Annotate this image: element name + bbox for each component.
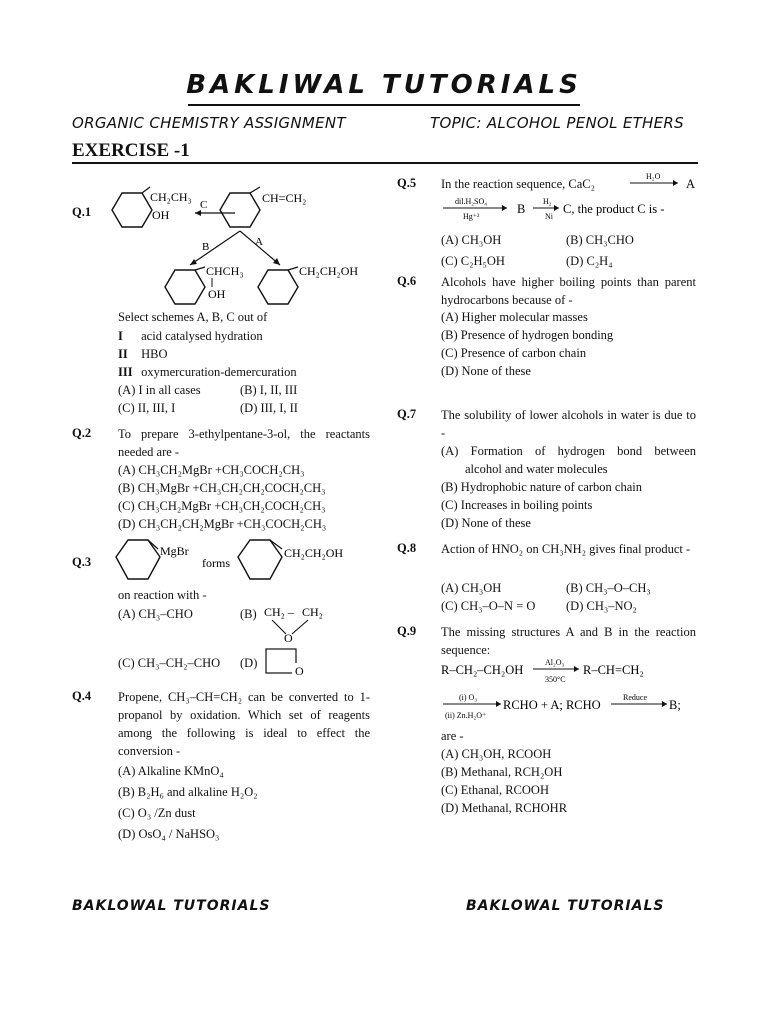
q4-option-b: (B) B₂H₆ and alkaline H₂O₂: [118, 785, 258, 799]
footer-right: BAKLOWAL TUTORIALS: [466, 898, 665, 914]
svg-text:B;: B;: [669, 698, 681, 712]
svg-text:RCHO + A; RCHO: RCHO + A; RCHO: [503, 698, 601, 712]
q5-option-d: (D) C₂H₄: [566, 254, 613, 268]
q1-reaction-diagram: [100, 175, 390, 315]
q1-stem: Select schemes A, B, C out of: [118, 310, 268, 324]
exercise-heading: EXERCISE -1: [72, 140, 190, 161]
q3-option-d: (D): [240, 656, 258, 670]
q2-stem: To prepare 3-ethylpentane-3-ol, the reactants needed are -: [118, 427, 370, 459]
q9-stem: The missing structures A and B in the reaction sequence:: [441, 625, 696, 657]
q6-stem: Alcohols have higher boiling points than parent hydrocarbons because of -: [441, 275, 696, 307]
q1-scheme-2: II HBO: [118, 347, 168, 361]
q1-sub1: CH₂CH₃: [150, 190, 192, 204]
q6-number: Q.6: [397, 274, 417, 288]
svg-text:CH₂: CH₂: [302, 605, 323, 619]
q9-equation-1: [441, 657, 696, 687]
q1-scheme-3: III oxymercuration-demercuration: [118, 365, 297, 379]
svg-text:R–CH=CH₂: R–CH=CH₂: [583, 663, 644, 677]
svg-text:Al₂O₃: Al₂O₃: [545, 658, 565, 667]
q4-number: Q.4: [72, 689, 92, 703]
q4-option-a: (A) Alkaline KMnO₄: [118, 764, 224, 778]
q7-option-d: (D) None of these: [441, 516, 531, 530]
svg-text:R–CH₂–CH₂OH: R–CH₂–CH₂OH: [441, 663, 524, 677]
q4-option-d: (D) OsO₄ / NaHSO₃: [118, 827, 220, 841]
cyclohexane-ring-start: [220, 193, 260, 227]
q9-equation-2: [441, 690, 696, 724]
svg-text:Hg⁺²: Hg⁺²: [463, 212, 480, 221]
q1-label-a: A: [255, 236, 263, 248]
q3-option-c: (C) CH₃–CH₂–CHO: [118, 656, 221, 670]
q8-option-b: (B) CH₃–O–CH₃: [566, 581, 651, 595]
q1-option-c: (C) II, III, I: [118, 401, 176, 415]
q9-option-d: (D) Methanal, RCHOHR: [441, 801, 568, 815]
q5-arrow-2: [441, 194, 681, 224]
q9-option-c: (C) Ethanal, RCOOH: [441, 783, 549, 797]
cyclohexane-ring-1: [112, 193, 152, 227]
q1-scheme-1: I acid catalysed hydration: [118, 329, 263, 343]
q4-stem: Propene, CH₃–CH=CH₂ can be converted to 1-propanol by oxidation. Which set of reagents among the following is ideal to effect the conversion -: [118, 690, 370, 758]
q3-reaction-diagram: [110, 535, 370, 585]
q6-option-b: (B) Presence of hydrogen bonding: [441, 328, 614, 342]
svg-text:dil.H₂SO₄: dil.H₂SO₄: [455, 197, 488, 206]
q1-label-b: B: [202, 241, 210, 253]
svg-text:(ii) Zn.H₂O⁺: (ii) Zn.H₂O⁺: [445, 711, 487, 720]
svg-text:Reduce: Reduce: [623, 693, 647, 702]
q5-option-b: (B) CH₃CHO: [566, 233, 634, 247]
q5-stem-a: In the reaction sequence, CaC₂: [441, 177, 595, 191]
q1-sub1b: OH: [152, 208, 170, 222]
q1-sub3b: OH: [208, 287, 226, 301]
q1-option-d: (D) III, I, II: [240, 401, 298, 415]
q3-number: Q.3: [72, 555, 92, 569]
q3-mgbr: MgBr: [160, 544, 189, 558]
q7-option-a: (A) Formation of hydrogen bond between: [441, 444, 696, 458]
q8-stem: Action of HNO₂ on CH₃NH₂ gives final product -: [441, 542, 691, 556]
q1-option-a: (A) I in all cases: [118, 383, 201, 397]
q2-option-c: (C) CH₃CH₂MgBr +CH₃CH₂COCH₂CH₃: [118, 499, 326, 513]
brand-title: BAKLIWAL TUTORIALS: [186, 70, 582, 100]
svg-text:O: O: [284, 631, 293, 645]
q7-option-b: (B) Hydrophobic nature of carbon chain: [441, 480, 642, 494]
svg-text:A: A: [686, 177, 696, 191]
q5-number: Q.5: [397, 176, 417, 190]
svg-text:(i) O₃: (i) O₃: [459, 693, 478, 702]
topic-title: TOPIC: ALCOHOL PENOL ETHERS: [430, 114, 684, 132]
q1-option-b: (B) I, II, III: [240, 383, 298, 397]
q3-stem: on reaction with -: [118, 588, 207, 602]
q8-number: Q.8: [397, 541, 417, 555]
q2-number: Q.2: [72, 426, 92, 440]
svg-text:H₂: H₂: [543, 197, 552, 206]
q1-sub2: CH=CH₂: [262, 191, 307, 205]
q5-arrow-1: [628, 170, 698, 192]
q1-sub3: CHCH₃: [206, 264, 244, 278]
q2-option-a: (A) CH₃CH₂MgBr +CH₃COCH₂CH₃: [118, 463, 305, 477]
oxetane-structure: [262, 645, 312, 679]
q6-option-c: (C) Presence of carbon chain: [441, 346, 587, 360]
q6-option-d: (D) None of these: [441, 364, 531, 378]
q5-option-a: (A) CH₃OH: [441, 233, 502, 247]
brand-underline: [188, 104, 580, 106]
svg-text:350°C: 350°C: [545, 675, 566, 684]
q7-option-c: (C) Increases in boiling points: [441, 498, 593, 512]
q3-option-b: (B): [240, 607, 257, 621]
cyclohexane-ring-3: [165, 270, 205, 304]
q1-sub4: CH₂CH₂OH: [299, 264, 359, 278]
q3-forms: forms: [202, 556, 230, 570]
cyclohexane-ring-q3a: [116, 540, 160, 579]
header-rule: [72, 162, 698, 164]
cyclohexane-ring-q3b: [238, 540, 282, 579]
arrow-b: [190, 231, 240, 265]
q9-are: are -: [441, 729, 464, 743]
q1-label-c: C: [200, 199, 208, 211]
q9-option-a: (A) CH₃OH, RCOOH: [441, 747, 552, 761]
svg-text:Ni: Ni: [545, 212, 553, 221]
q8-option-d: (D) CH₃–NO₂: [566, 599, 637, 613]
svg-text:B: B: [517, 202, 526, 216]
q6-option-a: (A) Higher molecular masses: [441, 310, 588, 324]
q5-option-c: (C) C₂H₅OH: [441, 254, 505, 268]
q7-stem: The solubility of lower alcohols in water is due to -: [441, 408, 696, 440]
svg-text:O: O: [295, 664, 304, 678]
epoxide-structure: [260, 600, 350, 645]
q3-option-a: (A) CH₃–CHO: [118, 607, 193, 621]
q9-number: Q.9: [397, 624, 417, 638]
q3-product: CH₂CH₂OH: [284, 546, 344, 560]
q7-number: Q.7: [397, 407, 417, 421]
svg-text:CH₂ –: CH₂ –: [264, 605, 294, 619]
assignment-title: ORGANIC CHEMISTRY ASSIGNMENT: [72, 114, 346, 132]
q9-option-b: (B) Methanal, RCH₂OH: [441, 765, 563, 779]
q2-option-d: (D) CH₃CH₂CH₂MgBr +CH₃COCH₂CH₃: [118, 517, 327, 531]
q7-option-a-cont: alcohol and water molecules: [465, 462, 608, 476]
cyclohexane-ring-4: [258, 270, 298, 304]
q8-option-c: (C) CH₃–O–N = O: [441, 599, 536, 613]
svg-text:C, the product C is -: C, the product C is -: [563, 202, 665, 216]
q2-option-b: (B) CH₃MgBr +CH₃CH₂CH₂COCH₂CH₃: [118, 481, 326, 495]
q8-option-a: (A) CH₃OH: [441, 581, 502, 595]
q4-option-c: (C) O₃ /Zn dust: [118, 806, 196, 820]
svg-text:H₂O: H₂O: [646, 172, 661, 181]
footer-left: BAKLOWAL TUTORIALS: [72, 898, 271, 914]
q1-number: Q.1: [72, 205, 92, 219]
